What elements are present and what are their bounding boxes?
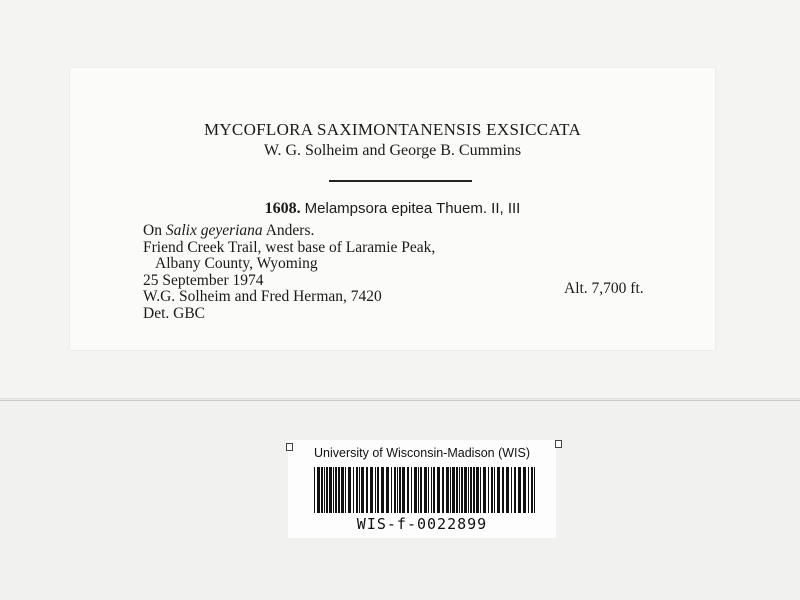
barcode-bar — [326, 467, 328, 513]
barcode-bar — [356, 467, 358, 513]
barcode-catalog-number: WIS-f-0022899 — [356, 515, 488, 533]
barcode-bar — [370, 467, 373, 513]
barcode-bar — [442, 467, 444, 513]
barcode-bar — [335, 467, 337, 513]
barcode-bar — [473, 467, 475, 513]
barcode-institution: University of Wisconsin-Madison (WIS) — [313, 446, 530, 460]
barcode-bar — [433, 467, 435, 513]
barcode-bar — [397, 467, 398, 513]
barcode-bar — [491, 467, 493, 513]
barcode-bar — [341, 467, 344, 513]
series-authors: W. G. Solheim and George B. Cummins — [263, 142, 522, 159]
collection-date: 25 September 1974 — [143, 271, 264, 289]
barcode-bar — [523, 467, 526, 513]
barcode-bar — [411, 467, 412, 513]
barcode-bar — [348, 467, 351, 513]
barcode-bar — [431, 467, 432, 513]
barcode-bar — [452, 467, 455, 513]
barcode-bar — [381, 467, 384, 513]
barcode-bar — [531, 467, 533, 513]
barcode-bar — [399, 467, 401, 513]
barcode-bars — [314, 467, 536, 513]
barcode-bar — [314, 467, 315, 513]
barcode-bar — [366, 467, 368, 513]
barcode-bar — [338, 467, 340, 513]
barcode-bar — [377, 467, 379, 513]
barcode-label — [288, 440, 556, 538]
barcode-bar — [468, 467, 469, 513]
barcode-bar — [418, 467, 419, 513]
barcode-bar — [459, 467, 460, 513]
barcode-bar — [483, 467, 486, 513]
barcode-bar — [494, 467, 495, 513]
exsiccata-number: 1608. — [264, 200, 301, 217]
barcode-bar — [446, 467, 449, 513]
barcode-bar — [437, 467, 440, 513]
barcode-bar — [470, 467, 472, 513]
barcode-bar — [480, 467, 481, 513]
county-line: Albany County, Wyoming — [155, 255, 318, 272]
barcode-bar — [428, 467, 429, 513]
barcode-bar — [361, 467, 364, 513]
barcode-bar — [375, 467, 376, 513]
barcode-bar — [353, 467, 354, 513]
barcode-bar — [461, 467, 463, 513]
barcode-bar — [394, 467, 396, 513]
barcode-bar — [317, 467, 320, 513]
barcode-bar — [450, 467, 451, 513]
species-name: Melampsora epitea Thuem. II, III — [304, 200, 521, 217]
barcode-bar — [324, 467, 325, 513]
barcode-bar — [424, 467, 427, 513]
specimen-heading — [70, 200, 715, 218]
barcode-bar — [407, 467, 409, 513]
barcode-bar — [414, 467, 417, 513]
barcode-bar — [502, 467, 504, 513]
barcode-bar — [391, 467, 392, 513]
locality-line: Friend Creek Trail, west base of Laramie Peak, — [143, 238, 436, 256]
host-prefix: On — [143, 222, 166, 239]
corner-mark — [555, 440, 562, 448]
altitude: Alt. 7,700 ft. — [564, 280, 644, 297]
barcode-bar — [402, 467, 405, 513]
collectors-line: W.G. Solheim and Fred Herman, 7420 — [143, 288, 382, 305]
herbarium-label — [70, 68, 715, 350]
host-suffix: Anders. — [262, 222, 315, 239]
barcode-bar — [359, 467, 360, 513]
barcode-bar — [420, 467, 422, 513]
barcode-bar — [506, 467, 509, 513]
barcode-bar — [333, 467, 334, 513]
barcode-bar — [518, 467, 521, 513]
host-name: Salix geyeriana — [165, 222, 263, 239]
barcode-bar — [511, 467, 512, 513]
host-line — [143, 223, 563, 240]
barcode-bar — [345, 467, 346, 513]
barcode-bar — [488, 467, 489, 513]
barcode-bar — [464, 467, 467, 513]
barcode-bar — [329, 467, 332, 513]
barcode-bar — [456, 467, 458, 513]
barcode-bar — [534, 467, 535, 513]
barcode-bar — [321, 467, 323, 513]
determiner-line: Det. GBC — [143, 304, 205, 322]
series-title: MYCOFLORA SAXIMONTANENSIS EXSICCATA — [203, 120, 582, 139]
barcode-bar — [386, 467, 389, 513]
title-divider — [329, 180, 472, 182]
barcode-bar — [476, 467, 479, 513]
specimen-details — [143, 223, 563, 322]
barcode-bar — [528, 467, 529, 513]
barcode-bar — [514, 467, 516, 513]
barcode-bar — [497, 467, 500, 513]
